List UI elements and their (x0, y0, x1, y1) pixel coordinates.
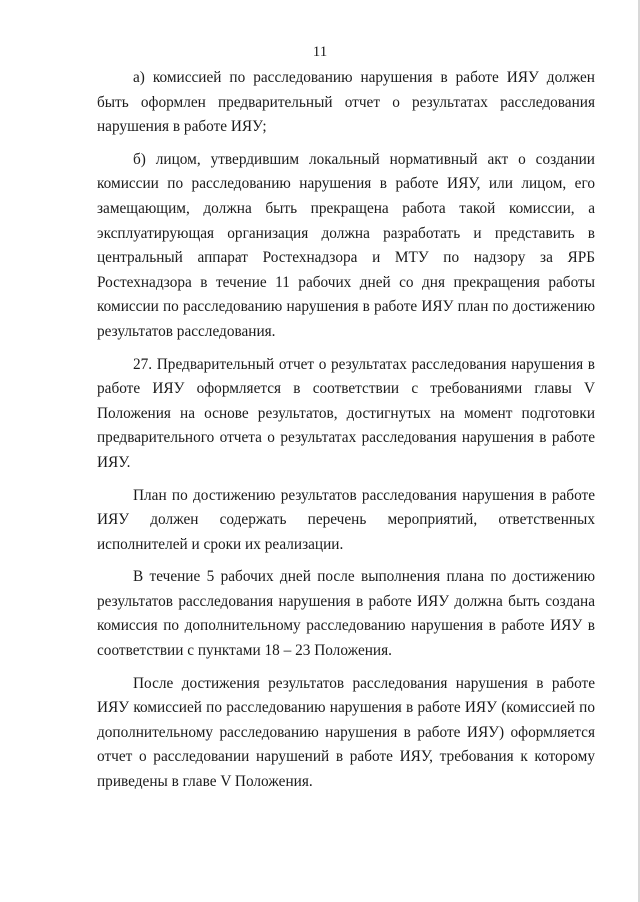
document-body (97, 66, 595, 803)
page-number: 11 (312, 44, 328, 60)
paragraph-item-a: а) комиссией по расследованию нарушения в работе ИЯУ должен быть оформлен предварительный отчет о результатах расследования нарушения в работе ИЯУ; (97, 69, 595, 136)
paragraph-plan-contents: План по достижению результатов расследования нарушения в работе ИЯУ должен содержать перечень мероприятий, ответственных исполнителей и сроки их реализации. (97, 486, 595, 553)
paragraph-final-report: После достижения результатов расследования нарушения в работе ИЯУ комиссией по расследованию нарушения в работе ИЯУ (комиссией по дополнительному расследованию нарушения в работе ИЯУ) оформляется отчет о расследовании нарушений в работе ИЯУ, требования к которому приведены в главе V Положения. (97, 674, 595, 791)
paragraph-item-b: б) лицом, утвердившим локальный нормативный акт о создании комиссии по расследованию нарушения в работе ИЯУ, или лицом, его замещающим, должна быть прекращена работа такой комиссии, а эксплуатирующая организация должна разработать и представить в центральный аппарат Ростехнадзора и МТУ по надзору за ЯРБ Ростехнадзора в течение 11 рабочих дней со дня прекращения работы комиссии по расследованию нарушения в работе ИЯУ план по достижению результатов расследования. (97, 150, 595, 340)
paragraph-additional-commission: В течение 5 рабочих дней после выполнения плана по достижению результатов расследования нарушения в работе ИЯУ должна быть создана комиссия по дополнительному расследованию нарушения в работе ИЯУ в соответствии с пунктами 18 – 23 Положения. (97, 568, 595, 660)
paragraph-section-27: 27. Предварительный отчет о результатах расследования нарушения в работе ИЯУ оформляется в соответствии с требованиями главы V Положения на основе результатов, достигнутых на момент подготовки предварительного отчета о результатах расследования нарушения в работе ИЯУ. (97, 355, 595, 471)
